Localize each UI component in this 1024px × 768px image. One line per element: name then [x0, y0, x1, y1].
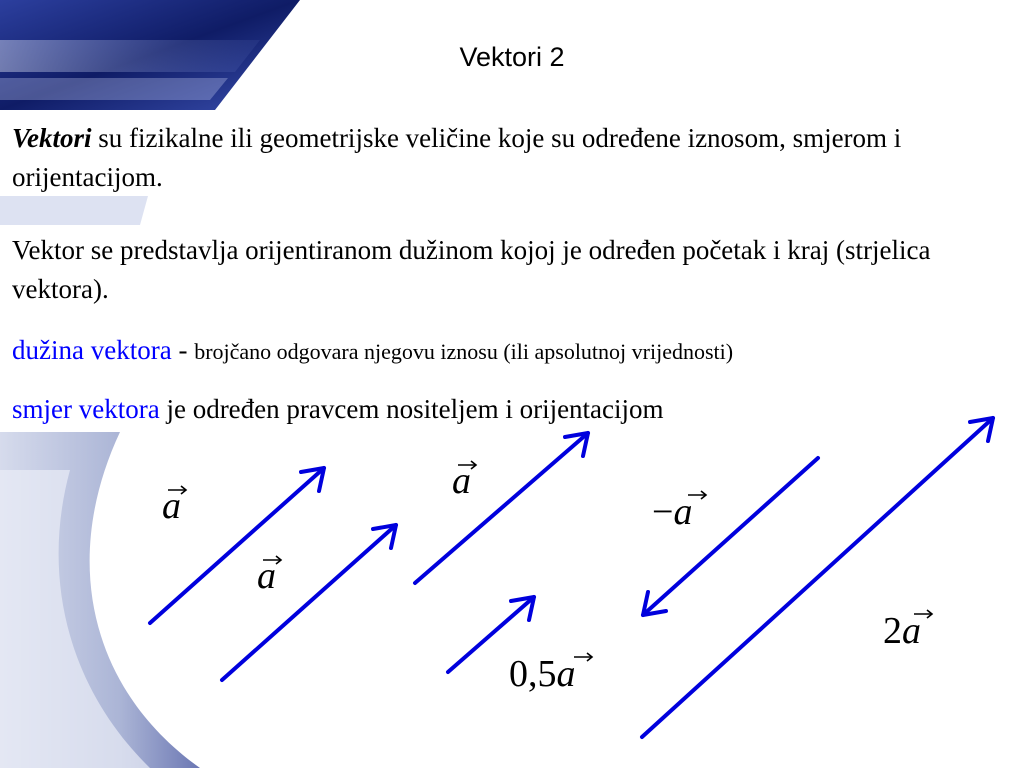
definition-text: su fizikalne ili geometrijske veličine koje su određene iznosom, smjerom i orijentacijom. [12, 123, 902, 192]
length-dash: - [171, 335, 195, 365]
representation-paragraph: Vektor se predstavlja orijentiranom dužinom kojoj je određen početak i kraj (strjelica vektora). [12, 235, 931, 304]
label-vector-a-3: a [452, 460, 471, 502]
slide-title: Vektori 2 [459, 42, 565, 72]
label-vector-half: 0,5a [509, 653, 576, 695]
label-vector-negative: −a [652, 491, 693, 533]
vector-mark-half [574, 653, 592, 661]
label-vector-double: 2a [883, 610, 921, 652]
definition-term: Vektori [12, 123, 92, 153]
direction-term: smjer vektora [12, 394, 160, 424]
label-vector-a-1: a [162, 485, 181, 527]
length-text: brojčano odgovara njegovu iznosu (ili apsolutnoj vrijednosti) [194, 339, 734, 364]
length-term: dužina vektora [12, 335, 172, 365]
vector-arrow-negative [643, 458, 818, 615]
vector-arrow-double [642, 418, 993, 737]
direction-text: je određen pravcem nositeljem i orijentacijom [159, 394, 664, 424]
vector-arrow-2 [222, 525, 396, 680]
vector-arrow-3 [415, 433, 588, 583]
label-vector-a-2: a [257, 555, 276, 597]
